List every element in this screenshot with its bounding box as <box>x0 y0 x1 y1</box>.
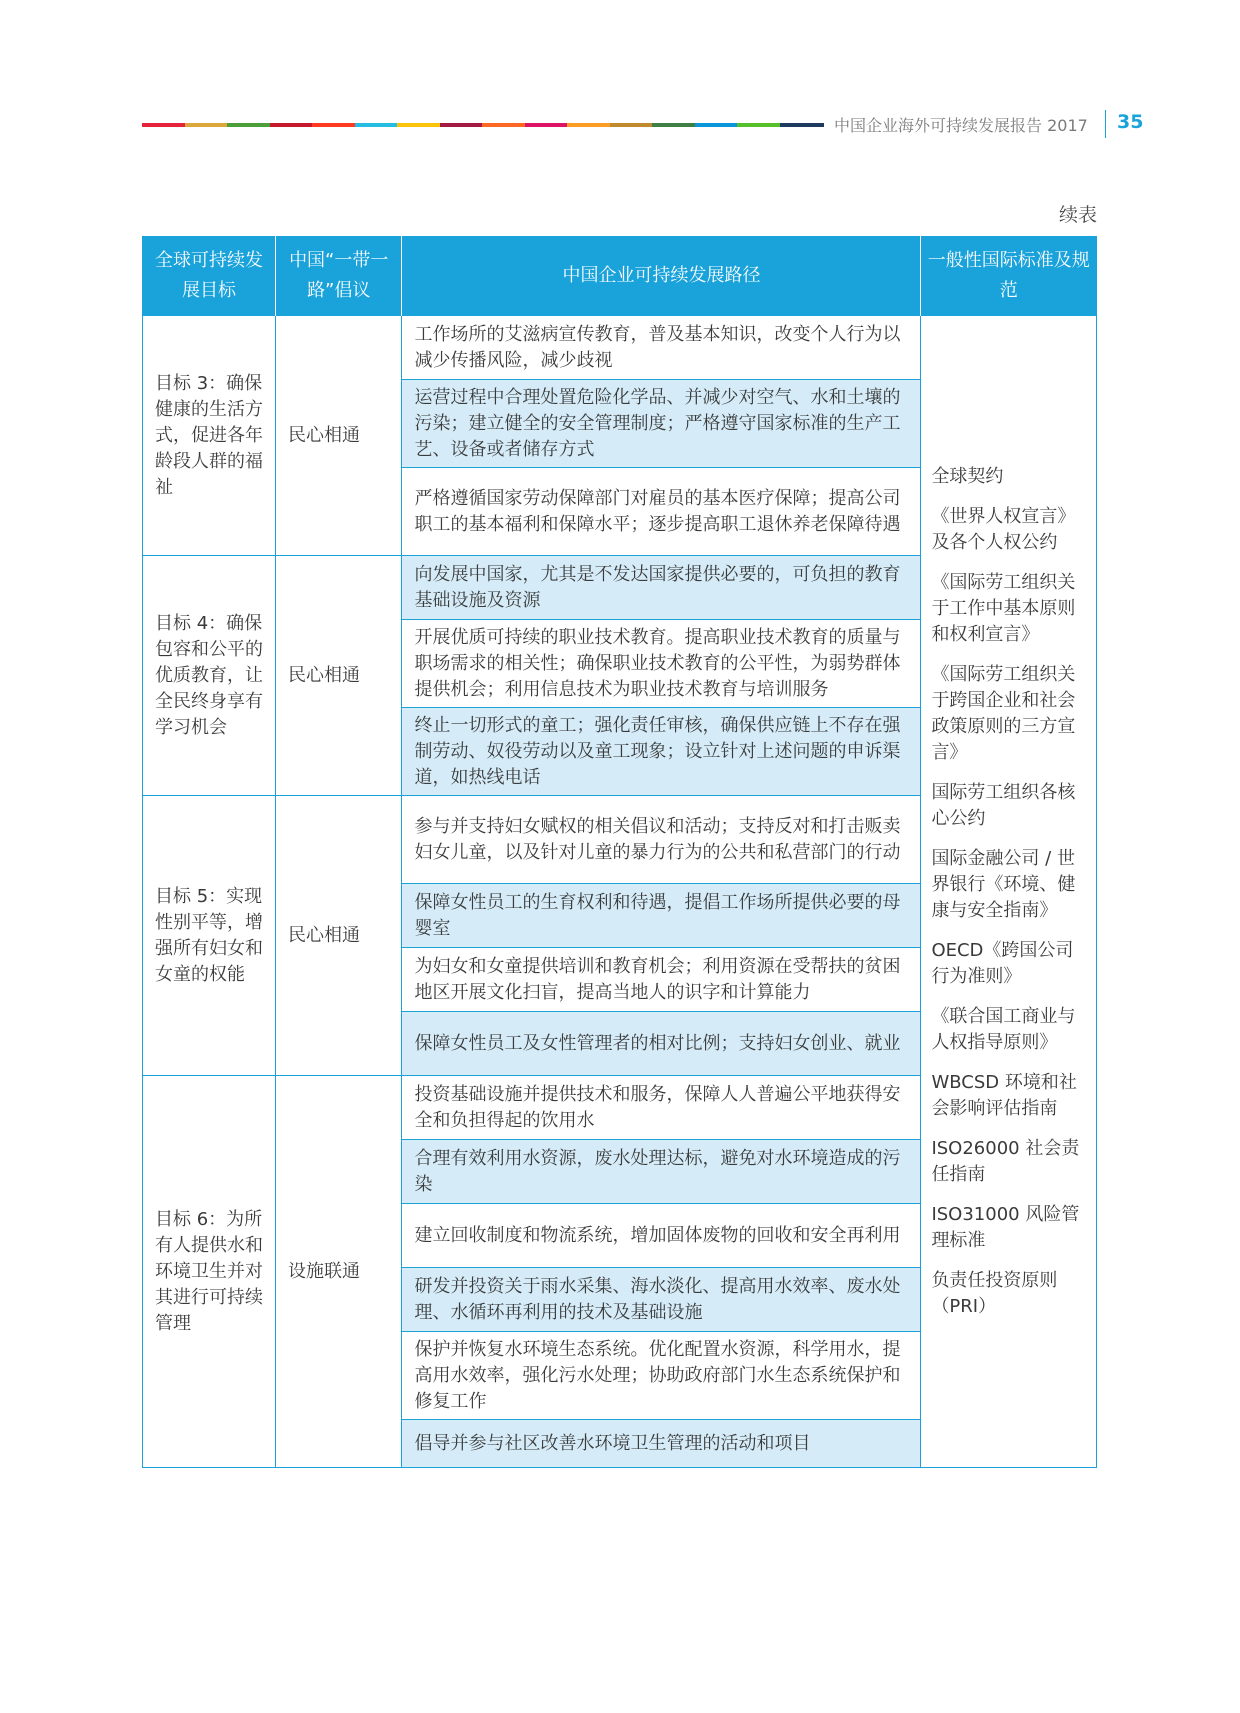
goal-cell: 目标 4：确保包容和公平的优质教育，让全民终身享有学习机会 <box>143 556 276 796</box>
sdg-color-strip <box>142 123 822 127</box>
standard-item: 全球契约 <box>931 465 1004 487</box>
path-cell: 为妇女和女童提供培训和教育机会；利用资源在受帮扶的贫困地区开展文化扫盲，提高当地人的识字和计算能力 <box>402 948 921 1012</box>
standard-item: 国际金融公司 / 世界银行《环境、健康与安全指南》 <box>931 847 1076 921</box>
standard-item: ISO26000 社会责任指南 <box>931 1137 1080 1185</box>
path-cell: 严格遵循国家劳动保障部门对雇员的基本医疗保障；提高公司职工的基本福利和保障水平；逐步提高职工退休养老保障待遇 <box>402 468 921 556</box>
standard-item: 国际劳工组织各核心公约 <box>931 781 1076 829</box>
strip-segment <box>440 123 483 127</box>
standard-item: 《联合国工商业与人权指导原则》 <box>931 1005 1076 1053</box>
header-standards: 一般性国际标准及规范 <box>921 237 1097 316</box>
header-path: 中国企业可持续发展路径 <box>402 237 921 316</box>
strip-segment <box>695 123 738 127</box>
header-initiative: 中国“一带一路”倡议 <box>276 237 402 316</box>
path-cell: 合理有效利用水资源，废水处理达标，避免对水环境造成的污染 <box>402 1140 921 1204</box>
initiative-cell: 民心相通 <box>276 556 402 796</box>
strip-segment <box>185 123 228 127</box>
strip-segment <box>397 123 440 127</box>
standard-item: WBCSD 环境和社会影响评估指南 <box>931 1071 1077 1119</box>
strip-segment <box>525 123 568 127</box>
strip-segment <box>652 123 695 127</box>
report-title: 中国企业海外可持续发展报告 2017 <box>834 116 1088 135</box>
goal-cell: 目标 3：确保健康的生活方式，促进各年龄段人群的福祉 <box>143 316 276 556</box>
strip-segment <box>610 123 653 127</box>
path-cell: 工作场所的艾滋病宣传教育，普及基本知识，改变个人行为以减少传播风险，减少歧视 <box>402 316 921 380</box>
path-cell: 终止一切形式的童工；强化责任审核，确保供应链上不存在强制劳动、奴役劳动以及童工现象；设立针对上述问题的申诉渠道，如热线电话 <box>402 708 921 796</box>
strip-segment <box>737 123 780 127</box>
standard-item: ISO31000 风险管理标准 <box>931 1203 1080 1251</box>
path-cell: 研发并投资关于雨水采集、海水淡化、提高用水效率、废水处理、水循环再利用的技术及基础设施 <box>402 1268 921 1332</box>
header-dark-line <box>780 123 824 127</box>
initiative-cell: 设施联通 <box>276 1076 402 1468</box>
path-cell: 开展优质可持续的职业技术教育。提高职业技术教育的质量与职场需求的相关性；确保职业技术教育的公平性，为弱势群体提供机会；利用信息技术为职业技术教育与培训服务 <box>402 620 921 708</box>
standard-item: 负责任投资原则（PRI） <box>931 1269 1058 1317</box>
strip-segment <box>482 123 525 127</box>
standards-cell <box>921 316 1097 1468</box>
strip-segment <box>355 123 398 127</box>
path-cell: 投资基础设施并提供技术和服务，保障人人普遍公平地获得安全和负担得起的饮用水 <box>402 1076 921 1140</box>
strip-segment <box>567 123 610 127</box>
standard-item: 《国际劳工组织关于工作中基本原则和权利宣言》 <box>931 571 1076 645</box>
page-number: 35 <box>1117 111 1144 133</box>
initiative-cell: 民心相通 <box>276 316 402 556</box>
header-divider <box>1105 110 1106 138</box>
strip-segment <box>270 123 313 127</box>
standard-item: 《国际劳工组织关于跨国企业和社会政策原则的三方宣言》 <box>931 663 1076 763</box>
table-row <box>143 316 1097 380</box>
path-cell: 保障女性员工的生育权利和待遇，提倡工作场所提供必要的母婴室 <box>402 884 921 948</box>
strip-segment <box>227 123 270 127</box>
path-cell: 运营过程中合理处置危险化学品、并减少对空气、水和土壤的污染；建立健全的安全管理制度；严格遵守国家标准的生产工艺、设备或者储存方式 <box>402 380 921 468</box>
header-goal: 全球可持续发展目标 <box>143 237 276 316</box>
path-cell: 保障女性员工及女性管理者的相对比例；支持妇女创业、就业 <box>402 1012 921 1076</box>
sdg-mapping-table <box>142 236 1097 1468</box>
goal-cell: 目标 6：为所有人提供水和环境卫生并对其进行可持续管理 <box>143 1076 276 1468</box>
path-cell: 建立回收制度和物流系统，增加固体废物的回收和安全再利用 <box>402 1204 921 1268</box>
continued-label: 续表 <box>1058 204 1097 226</box>
strip-segment <box>312 123 355 127</box>
strip-segment <box>142 123 185 127</box>
table-header-row <box>143 237 1097 316</box>
path-cell: 参与并支持妇女赋权的相关倡议和活动；支持反对和打击贩卖妇女儿童，以及针对儿童的暴力行为的公共和私营部门的行动 <box>402 796 921 884</box>
standard-item: OECD《跨国公司行为准则》 <box>931 939 1074 987</box>
initiative-cell: 民心相通 <box>276 796 402 1076</box>
standard-item: 《世界人权宣言》及各个人权公约 <box>931 505 1076 553</box>
path-cell: 保护并恢复水环境生态系统。优化配置水资源，科学用水，提高用水效率，强化污水处理；协助政府部门水生态系统保护和修复工作 <box>402 1332 921 1420</box>
path-cell: 向发展中国家，尤其是不发达国家提供必要的，可负担的教育基础设施及资源 <box>402 556 921 620</box>
path-cell: 倡导并参与社区改善水环境卫生管理的活动和项目 <box>402 1420 921 1468</box>
goal-cell: 目标 5：实现性别平等，增强所有妇女和女童的权能 <box>143 796 276 1076</box>
